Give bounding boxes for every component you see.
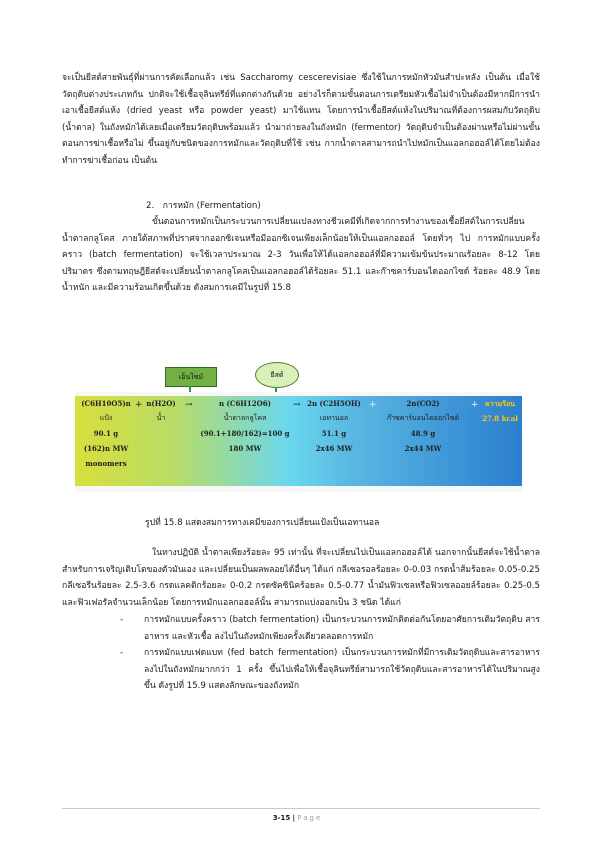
glucose-name: น้ำตาลกลูโคส <box>223 414 267 422</box>
paragraph-2: ขั้นตอนการหมักเป็นกระบวนการเปลี่ยนแปลงทางชีวเคมีที่เกิดจากการทำงานของเชื้อยีสต์ในการเปลี่ยนน้ำตาลกลูโคส ภายใต้สภาพที่ปราศจากออกซิเจนหรือมีออกซิเจนเพียงเล็กน้อยให้เป็นแอลกอฮอล์ โดยทั่วๆ ไป การหมักแบบครั้งคราว (batch fermentation) จะใช้เวลาประมาณ 2-3 วันเพื่อให้ได้แอลกอฮอล์ที่มีความเข้มข้นประมาณร้อยละ 8-12 โดยปริมาตร ซึ่งตามทฤษฎียีสต์จะเปลี่ยนน้ำตาลกลูโคสเป็นแอลกอฮอล์ได้ร้อยละ 51.1 และก๊าซคาร์บอนไดออกไซด์ ร้อยละ 48.9 โดยน้ำหนัก และมีความร้อนเกิดขึ้นด้วย ดังสมการเคมีในรูปที่ 15.8 <box>62 217 540 293</box>
yeast-label-oval: ยีสต์ <box>255 362 299 388</box>
heat-energy: 27.8 kcal <box>482 414 518 423</box>
equation-column-ethanol <box>303 396 365 486</box>
ethanol-mass: 51.1 g <box>321 429 347 438</box>
glucose-formula: n (C6H12O6) <box>219 399 271 408</box>
section-heading-number: 2. <box>146 201 155 211</box>
footer-separator: | <box>292 814 296 822</box>
section-heading <box>146 198 261 212</box>
equation-column-starch <box>77 396 135 486</box>
co2-formula: 2n(CO2) <box>406 399 440 408</box>
heat-label: ความร้อน <box>485 399 515 408</box>
starch-name: แป้ง <box>99 414 113 422</box>
equation-diagram <box>75 360 522 492</box>
co2-mass: 48.9 g <box>410 429 436 438</box>
starch-mw: (162)n MW <box>83 444 129 453</box>
water-formula: n(H2O) <box>146 399 176 408</box>
starch-mass: 90.1 g <box>93 429 119 438</box>
plus-sign-1: + <box>135 400 143 410</box>
fermentation-types-list <box>120 612 540 695</box>
ethanol-formula: 2n (C2H5OH) <box>307 399 361 408</box>
figure-caption: รูปที่ 15.8 แสดงสมการทางเคมีของการเปลี่ยนแป้งเป็นเอทานอล <box>145 518 380 528</box>
paragraph-1: จะเป็นยีสต์สายพันธุ์ที่ผ่านการคัดเลือกแล้ว เช่น Saccharomy cescerevisiae ซึ่งใช้ในการหมักหัวมันสำปะหลัง เป็นต้น เมื่อใช้วัตถุดิบต่างประเภทกัน ปกติจะใช้เชื้อจุลินทรีย์ที่แตกต่างกันด้วย อย่างไรก็ตามขั้นตอนการเตรียมหัวเชื้อไม่จำเป็นต้องมีหากมีการนำเอาเชื้อยีสต์แห้ง (dried yeast หรือ powder yeast) มาใช้แทน โดยการนำเชื้อยีสต์แห้งในปริมาณที่ต้องการผสมกับวัตถุดิบ (น้ำตาล) ในถังหมักได้เลยเมื่อเตรียมวัตถุดิบพร้อมแล้ว นำมาถ่ายลงในถังหมัก (fermentor) วัตถุดิบจำเป็นต้องผ่านหรือไม่ผ่านขั้นตอนการฆ่าเชื้อหรือไม่ ขึ้นอยู่กับชนิดของการหมักและวัตถุดิบที่ใช้ เช่น กากน้ำตาลสามารถนำไปหมักเป็นแอลกอฮอล์ได้โดยไม่ต้องทำการฆ่าเชื้อก่อน เป็นต้น <box>62 73 540 166</box>
paragraph-3: ในทางปฏิบัติ น้ำตาลเพียงร้อยละ 95 เท่านั้น ที่จะเปลี่ยนไปเป็นแอลกอฮอล์ได้ นอกจากนั้นยีสต์จะใช้น้ำตาลสำหรับการเจริญเติบโตของตัวมันเอง และเปลี่ยนเป็นผลพลอยได้อื่นๆ ได้แก่ กลีเซอรอลร้อยละ 0-0.03 กรดน้ำส้มร้อยละ 0.05-0.25 กลีเซอรีนร้อยละ 2.5-3.6 กรดแลคติกร้อยละ 0-0.2 กรดซัคซินิคร้อยละ 0.5-0.77 น้ำมันฟิวเซลหรือฟิวเซลออยล์ร้อยละ 0.25-0.5 และฟิวเฟอรัลจำนวนเล็กน้อย โดยการหมักแอลกอฮอล์นั้น สามารถแบ่งออกเป็น 3 ชนิด ได้แก่ <box>62 548 540 608</box>
plus-sign-2: + <box>369 400 377 410</box>
section-heading-text: การหมัก (Fermentation) <box>162 201 261 211</box>
plus-sign-3: + <box>471 400 479 410</box>
list-item: - การหมักแบบครั้งคราว (batch fermentation) เป็นกระบวนการหมักติดต่อกันโดยอาศัยการเติมวัตถุดิบ สารอาหาร และหัวเชื้อ ลงไปในถังหมักเพียงครั้งเดียวตลอดการหมัก <box>120 612 540 645</box>
page-word: Page <box>297 814 323 822</box>
list-item: - การหมักแบบเฟดแบท (fed batch fermentation) เป็นกระบวนการหมักที่มีการเติมวัตถุดิบและสารอาหารลงไปในถังหมักมากกว่า 1 ครั้ง ขึ้นไปเพื่อให้เชื้อจุลินทรีย์สามารถใช้วัตถุดิบและสารอาหารได้ในปริมาณสูงขึ้น ดังรูปที่ 15.9 แสดงลักษณะของถังหมัก <box>120 645 540 695</box>
starch-formula: (C6H10O5)n <box>81 399 131 408</box>
equation-column-water <box>141 396 181 486</box>
enzyme-label-box: เอ็นไซม์ <box>165 367 217 387</box>
equation-column-heat <box>479 396 521 486</box>
equation-column-glucose <box>197 396 293 486</box>
reaction-arrow-2: → <box>293 400 301 410</box>
glucose-mw: 180 MW <box>228 444 262 453</box>
footer-divider <box>62 808 540 809</box>
reaction-arrow-1: → <box>185 400 193 410</box>
starch-monomers: monomers <box>85 459 127 468</box>
equation-column-co2 <box>375 396 471 486</box>
page-footer <box>0 814 595 822</box>
water-name: น้ำ <box>156 414 166 422</box>
ethanol-mw: 2x46 MW <box>315 444 353 453</box>
co2-mw: 2x44 MW <box>404 444 442 453</box>
co2-name: ก๊าซคาร์บอนไดออกไซด์ <box>386 414 460 422</box>
ethanol-name: เอทานอล <box>319 414 349 422</box>
glucose-mass: (90.1+180/162)=100 g <box>200 429 290 438</box>
page-number: 3-15 <box>272 814 291 822</box>
